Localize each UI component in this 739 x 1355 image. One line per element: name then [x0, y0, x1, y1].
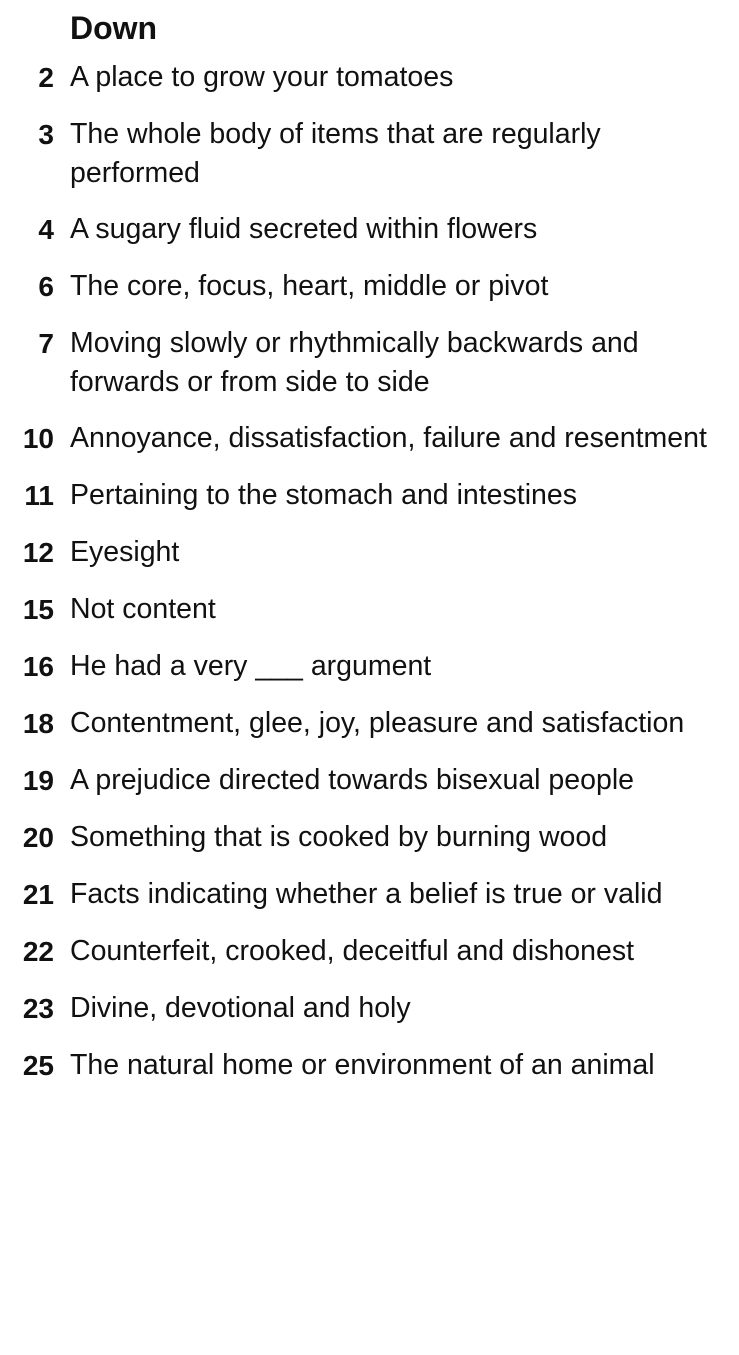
clue-item [0, 419, 739, 459]
clue-number: 2 [38, 62, 54, 93]
clue-number: 19 [22, 765, 54, 796]
clue-number: 21 [22, 879, 54, 910]
clue-item [0, 476, 739, 516]
clue-text: Pertaining to the stomach and intestines [70, 479, 577, 511]
clue-text: Annoyance, dissatisfaction, failure and resentment [70, 422, 707, 454]
clue-item [0, 324, 739, 402]
clue-text: The core, focus, heart, middle or pivot [70, 270, 549, 302]
clue-item [0, 875, 739, 915]
clue-text: A sugary fluid secreted within flowers [70, 213, 538, 245]
clue-item [0, 818, 739, 858]
clue-number: 6 [38, 271, 54, 302]
clue-number: 10 [22, 423, 54, 454]
clue-number: 4 [38, 214, 54, 245]
clue-item [0, 267, 739, 307]
clue-text: Divine, devotional and holy [70, 992, 411, 1024]
clue-text: The whole body of items that are regularly performed [70, 118, 601, 189]
clue-item [0, 210, 739, 250]
clue-number: 23 [22, 993, 54, 1024]
clue-number: 11 [24, 480, 54, 511]
clue-text: A place to grow your tomatoes [70, 61, 454, 93]
clue-number: 3 [38, 119, 54, 150]
clue-number: 7 [38, 328, 54, 359]
clue-number: 15 [22, 594, 54, 625]
down-clue-list [0, 58, 739, 1086]
clue-text: Moving slowly or rhythmically backwards and forwards or from side to side [70, 327, 639, 398]
clue-item [0, 704, 739, 744]
clue-text: He had a very ___ argument [70, 650, 432, 682]
clue-number: 25 [22, 1050, 54, 1081]
clue-item [0, 58, 739, 98]
clue-item [0, 115, 739, 193]
clue-item [0, 761, 739, 801]
clue-text: Not content [70, 593, 216, 625]
clue-number: 22 [22, 936, 54, 967]
clue-number: 18 [22, 708, 54, 739]
clue-number: 16 [22, 651, 54, 682]
clue-text: Facts indicating whether a belief is true or valid [70, 878, 663, 910]
clue-text: Eyesight [70, 536, 180, 568]
clue-text: The natural home or environment of an animal [70, 1049, 655, 1081]
clue-item [0, 989, 739, 1029]
clue-number: 12 [22, 537, 54, 568]
clue-text: Something that is cooked by burning wood [70, 821, 608, 853]
clue-text: A prejudice directed towards bisexual people [70, 764, 635, 796]
clue-item [0, 932, 739, 972]
clue-text: Contentment, glee, joy, pleasure and satisfaction [70, 707, 685, 739]
clue-number: 20 [22, 822, 54, 853]
clue-item [0, 590, 739, 630]
clue-item [0, 647, 739, 687]
down-heading: Down [70, 10, 158, 46]
clue-text: Counterfeit, crooked, deceitful and dishonest [70, 935, 635, 967]
clue-item [0, 533, 739, 573]
clue-item [0, 1046, 739, 1086]
